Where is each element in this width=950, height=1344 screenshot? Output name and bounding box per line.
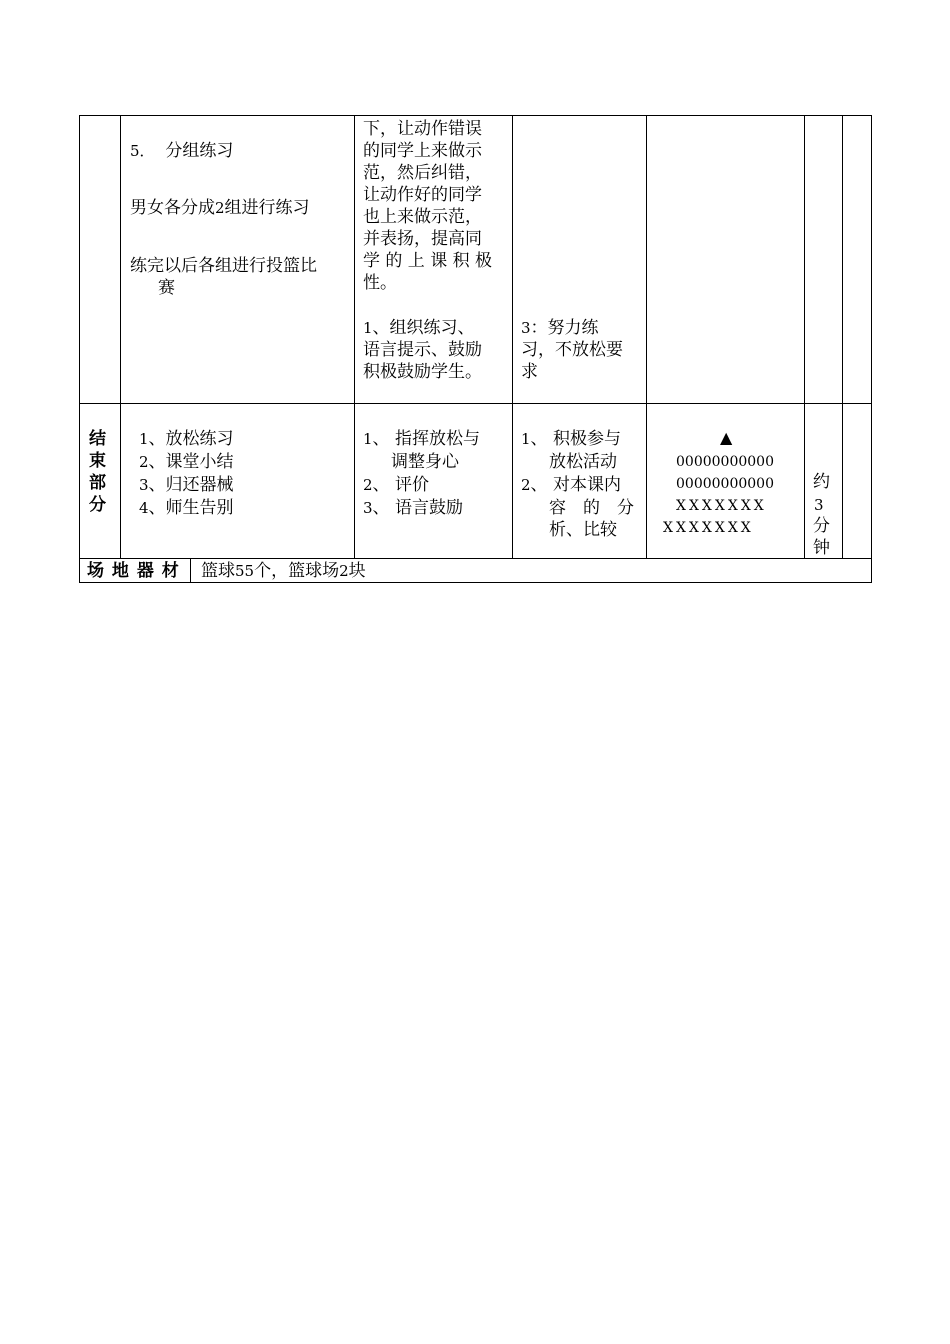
equipment-item: 个，篮球场: [254, 561, 340, 581]
item-text: 、放松练习: [148, 429, 234, 449]
list-item: [139, 497, 234, 519]
item-number: 4: [139, 499, 149, 517]
student-line: [521, 317, 599, 339]
item-text: 、 指挥放松与: [372, 429, 480, 449]
item-number: 2: [363, 476, 373, 494]
time-text: 约: [813, 472, 830, 492]
item-number: 3: [139, 476, 149, 494]
content-number: 2: [215, 199, 225, 217]
list-item: [521, 428, 621, 450]
teacher-line: 也上来做示范，: [363, 207, 482, 227]
item-text: 、 评价: [372, 475, 429, 495]
equipment-text: [201, 560, 366, 582]
list-item: [139, 428, 234, 450]
teacher-text: 、组织练习、: [372, 318, 475, 338]
item-number: 3: [363, 499, 373, 517]
content-text: 组进行练习: [224, 198, 310, 218]
content-line: 赛: [158, 278, 175, 298]
row-divider: [79, 558, 872, 559]
section-label-char: 部: [89, 473, 106, 493]
formation-row: XXXXXXX: [676, 498, 767, 514]
formation-row: 00000000000: [676, 454, 774, 470]
item-number: 1: [363, 319, 373, 337]
item-number: 1: [139, 430, 149, 448]
item-text: 、师生告别: [148, 498, 234, 518]
content-line: [130, 140, 233, 162]
table-right-border: [871, 115, 872, 583]
content-line: 练完以后各组进行投篮比: [130, 256, 317, 276]
item-number: 3: [521, 319, 531, 337]
content-text: 分组练习: [165, 141, 234, 161]
teacher-line: 性。: [363, 273, 397, 293]
item-text: 、 对本课内: [530, 475, 621, 495]
list-item: [139, 451, 234, 473]
item-text: 、 积极参与: [530, 429, 621, 449]
teacher-marker-icon: ▲: [720, 428, 733, 447]
column-divider: [842, 115, 843, 559]
teacher-line: 范，然后纠错，: [363, 163, 482, 183]
row-divider: [79, 403, 872, 404]
list-item: [363, 474, 429, 496]
teacher-line: 学 的 上 课 积 极: [363, 251, 493, 271]
time-text: 分: [813, 516, 830, 536]
item-number: 1: [521, 430, 531, 448]
table-top-border: [79, 115, 872, 116]
list-item: [521, 474, 621, 496]
equipment-item: 篮球: [201, 561, 235, 581]
column-divider: [120, 115, 121, 559]
table-bottom-border: [79, 582, 872, 583]
item-number: 5．: [130, 142, 155, 160]
teacher-line: 语言提示、鼓励: [363, 340, 482, 360]
teacher-line: 积极鼓励学生。: [363, 362, 482, 382]
list-item-continued: 调整身心: [391, 452, 459, 472]
teacher-line: 的同学上来做示: [363, 141, 482, 161]
item-number: 1: [363, 430, 373, 448]
item-number: 2: [139, 453, 149, 471]
column-divider: [804, 115, 805, 559]
formation-row: XXXXXXX: [663, 520, 754, 536]
teacher-line: 下，让动作错误: [363, 119, 482, 139]
time-text: 钟: [813, 538, 830, 558]
list-item-continued: 析、比较: [549, 520, 617, 540]
equipment-label: 场 地 器 材: [87, 561, 180, 581]
item-number: 2: [521, 476, 531, 494]
list-item: [139, 474, 234, 496]
student-line: 求: [521, 362, 538, 382]
time-number: 3: [814, 496, 824, 514]
section-label-char: 分: [89, 495, 106, 515]
column-divider: [354, 115, 355, 559]
list-item: [363, 497, 463, 519]
table-left-border: [79, 115, 80, 583]
student-text: ：努力练: [530, 318, 599, 338]
teacher-line: [363, 317, 475, 339]
item-text: 、 语言鼓励: [372, 498, 463, 518]
teacher-line: 让动作好的同学: [363, 185, 482, 205]
equipment-count: 55: [235, 562, 255, 580]
list-item-continued: 容 的 分: [549, 498, 634, 518]
list-item: [363, 428, 480, 450]
column-divider: [646, 115, 647, 559]
item-text: 、归还器械: [148, 475, 234, 495]
section-label-char: 结: [89, 429, 106, 449]
formation-row: 00000000000: [676, 476, 774, 492]
content-text: 男女各分成: [130, 198, 215, 218]
teacher-line: 并表扬，提高同: [363, 229, 482, 249]
column-divider: [512, 115, 513, 559]
column-divider: [190, 558, 191, 583]
equipment-item: 块: [348, 561, 366, 581]
list-item-continued: 放松活动: [549, 452, 617, 472]
section-label-char: 束: [89, 451, 106, 471]
item-text: 、课堂小结: [148, 452, 234, 472]
student-line: 习，不放松要: [521, 340, 623, 360]
equipment-count: 2: [339, 562, 349, 580]
content-line: [130, 197, 310, 219]
